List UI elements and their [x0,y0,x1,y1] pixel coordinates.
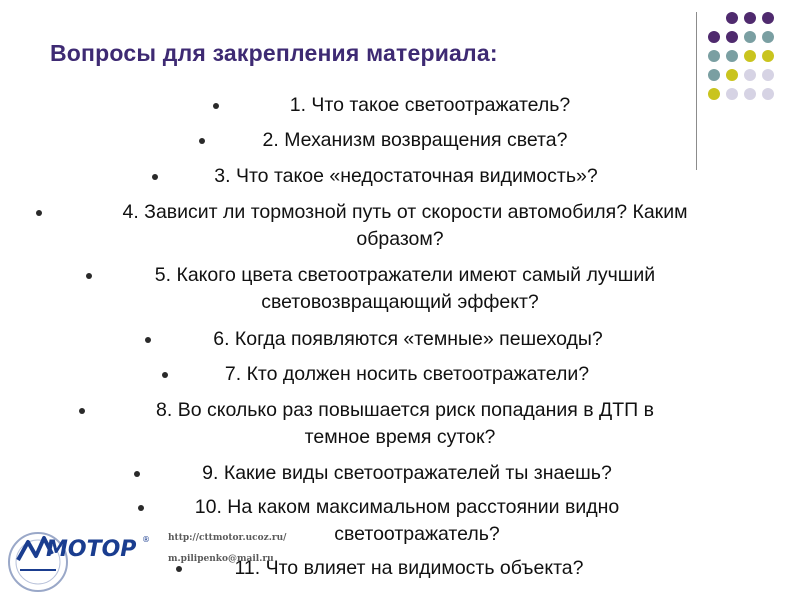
question-item: 4. Зависит ли тормозной путь от скорости автомобиля? Каким [0,199,800,226]
website-link[interactable]: http://cttmotor.ucoz.ru/ [168,533,287,543]
decorative-dot [726,12,738,24]
decorative-dot [762,69,774,81]
logo-wordmark: МОТОР [46,537,137,562]
decorative-dot [762,31,774,43]
bullet-icon [162,372,168,378]
footer-links [168,528,286,570]
decorative-dot [708,50,720,62]
decorative-dot [708,69,720,81]
question-item-continuation: световозвращающий эффект? [261,291,539,313]
decorative-dot [744,50,756,62]
question-item: 6. Когда появляются «темные» пешеходы? [0,326,800,353]
bullet-icon [213,103,219,109]
question-item: 10. На каком максимальном расстоянии видно [0,494,800,521]
question-item-continuation: темное время суток? [304,426,496,448]
decorative-dot [762,50,774,62]
decorative-dot [726,31,738,43]
bullet-icon [86,273,92,279]
question-item: 9. Какие виды светоотражателей ты знаешь? [0,460,800,487]
email-link[interactable]: m.pilipenko@mail.ru [168,554,274,564]
question-item-continuation: образом? [356,228,444,250]
bullet-icon [145,337,151,343]
decorative-dot [762,12,774,24]
question-item: 2. Механизм возвращения света? [0,127,800,154]
decorative-dot [726,50,738,62]
bullet-icon [152,174,158,180]
bullet-icon [134,471,140,477]
question-item: 11. Что влияет на видимость объекта? [0,555,800,582]
bullet-icon [138,505,144,511]
decorative-dot [744,69,756,81]
decorative-dot [744,31,756,43]
question-item-continuation: светоотражатель? [334,523,500,545]
bullet-icon [199,138,205,144]
decorative-dot [744,12,756,24]
bullet-icon [36,210,42,216]
slide-title: Вопросы для закрепления материала: [50,40,498,66]
question-item: 8. Во сколько раз повышается риск попадания в ДТП в [0,397,800,424]
motor-logo [6,512,166,596]
question-item: 1. Что такое светоотражатель? [0,92,800,119]
decorative-dot [708,31,720,43]
question-item: 5. Какого цвета светоотражатели имеют самый лучший [0,262,800,289]
registered-mark: ® [142,535,150,544]
motor-logo-icon [6,512,166,596]
question-item: 7. Кто должен носить светоотражатели? [0,361,800,388]
question-item: 3. Что такое «недостаточная видимость»? [0,163,800,190]
decorative-dot [726,69,738,81]
bullet-icon [79,408,85,414]
